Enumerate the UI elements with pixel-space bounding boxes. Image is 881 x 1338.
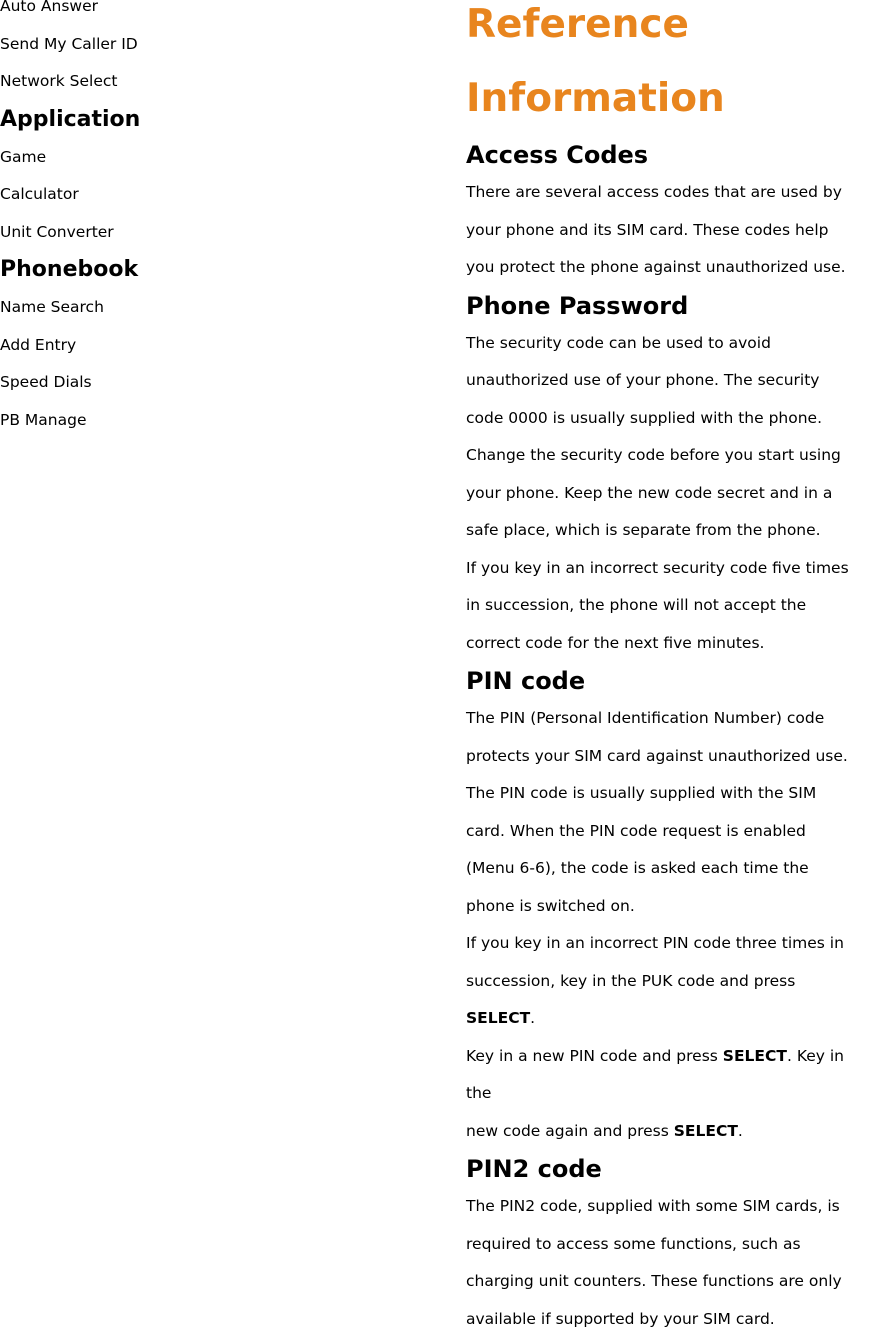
key-in-prefix: Key in a new PIN code and press — [466, 1047, 723, 1065]
menu-item-add-entry: Add Entry — [0, 327, 420, 365]
phone-password-line: your phone. Keep the new code secret and in a — [466, 475, 881, 513]
pin-code-line: succession, key in the PUK code and press — [466, 963, 881, 1001]
pin-code-line: The PIN (Personal Identification Number) code — [466, 700, 881, 738]
menu-item-unit-converter: Unit Converter — [0, 214, 420, 252]
menu-item-speed-dials: Speed Dials — [0, 364, 420, 402]
pin-code-select-line — [466, 1000, 881, 1038]
select-keyword: SELECT — [723, 1047, 787, 1065]
menu-heading-application: Application — [0, 101, 420, 139]
phone-password-line: in succession, the phone will not accept the — [466, 587, 881, 625]
pin-code-line: (Menu 6-6), the code is asked each time the — [466, 850, 881, 888]
pin2-code-line: available if supported by your SIM card. — [466, 1301, 881, 1338]
menu-heading-phonebook: Phonebook — [0, 251, 420, 289]
phone-password-line: correct code for the next five minutes. — [466, 625, 881, 663]
phone-password-line: The security code can be used to avoid — [466, 325, 881, 363]
section-heading-pin-code: PIN code — [466, 662, 881, 700]
page-title-line-2: Information — [466, 62, 881, 136]
pin2-code-line: required to access some functions, such as — [466, 1226, 881, 1264]
select-keyword: SELECT — [466, 1009, 530, 1027]
pin2-code-line: charging unit counters. These functions are only — [466, 1263, 881, 1301]
menu-item-auto-answer: Auto Answer — [0, 0, 420, 26]
pin-code-key-in-line — [466, 1038, 881, 1076]
access-codes-line: There are several access codes that are used by — [466, 174, 881, 212]
pin-code-line: phone is switched on. — [466, 888, 881, 926]
pin-code-line: card. When the PIN code request is enabled — [466, 813, 881, 851]
key-in-suffix: . Key in — [787, 1047, 844, 1065]
select-period: . — [530, 1009, 535, 1027]
reference-information-column — [466, 0, 881, 1338]
select-keyword: SELECT — [674, 1122, 738, 1140]
pin-code-line: protects your SIM card against unauthorized use. — [466, 738, 881, 776]
pin-code-new-code-line — [466, 1113, 881, 1151]
page-title-line-1: Reference — [466, 0, 881, 62]
new-code-period: . — [738, 1122, 743, 1140]
section-heading-access-codes: Access Codes — [466, 136, 881, 174]
access-codes-line: your phone and its SIM card. These codes help — [466, 212, 881, 250]
phone-password-line: If you key in an incorrect security code five times — [466, 550, 881, 588]
pin-code-the-line: the — [466, 1075, 881, 1113]
phone-password-line: code 0000 is usually supplied with the phone. — [466, 400, 881, 438]
menu-item-game: Game — [0, 139, 420, 177]
phone-password-line: unauthorized use of your phone. The security — [466, 362, 881, 400]
pin-code-line: The PIN code is usually supplied with the SIM — [466, 775, 881, 813]
menu-item-send-my-caller-id: Send My Caller ID — [0, 26, 420, 64]
section-heading-pin2-code: PIN2 code — [466, 1150, 881, 1188]
access-codes-line: you protect the phone against unauthorized use. — [466, 249, 881, 287]
menu-item-network-select: Network Select — [0, 63, 420, 101]
menu-item-name-search: Name Search — [0, 289, 420, 327]
phone-password-line: Change the security code before you start using — [466, 437, 881, 475]
pin2-code-line: The PIN2 code, supplied with some SIM cards, is — [466, 1188, 881, 1226]
new-code-prefix: new code again and press — [466, 1122, 674, 1140]
pin-code-line: If you key in an incorrect PIN code three times in — [466, 925, 881, 963]
phone-password-line: safe place, which is separate from the phone. — [466, 512, 881, 550]
section-heading-phone-password: Phone Password — [466, 287, 881, 325]
menu-item-calculator: Calculator — [0, 176, 420, 214]
left-menu-column — [0, 0, 420, 439]
menu-item-pb-manage: PB Manage — [0, 402, 420, 440]
